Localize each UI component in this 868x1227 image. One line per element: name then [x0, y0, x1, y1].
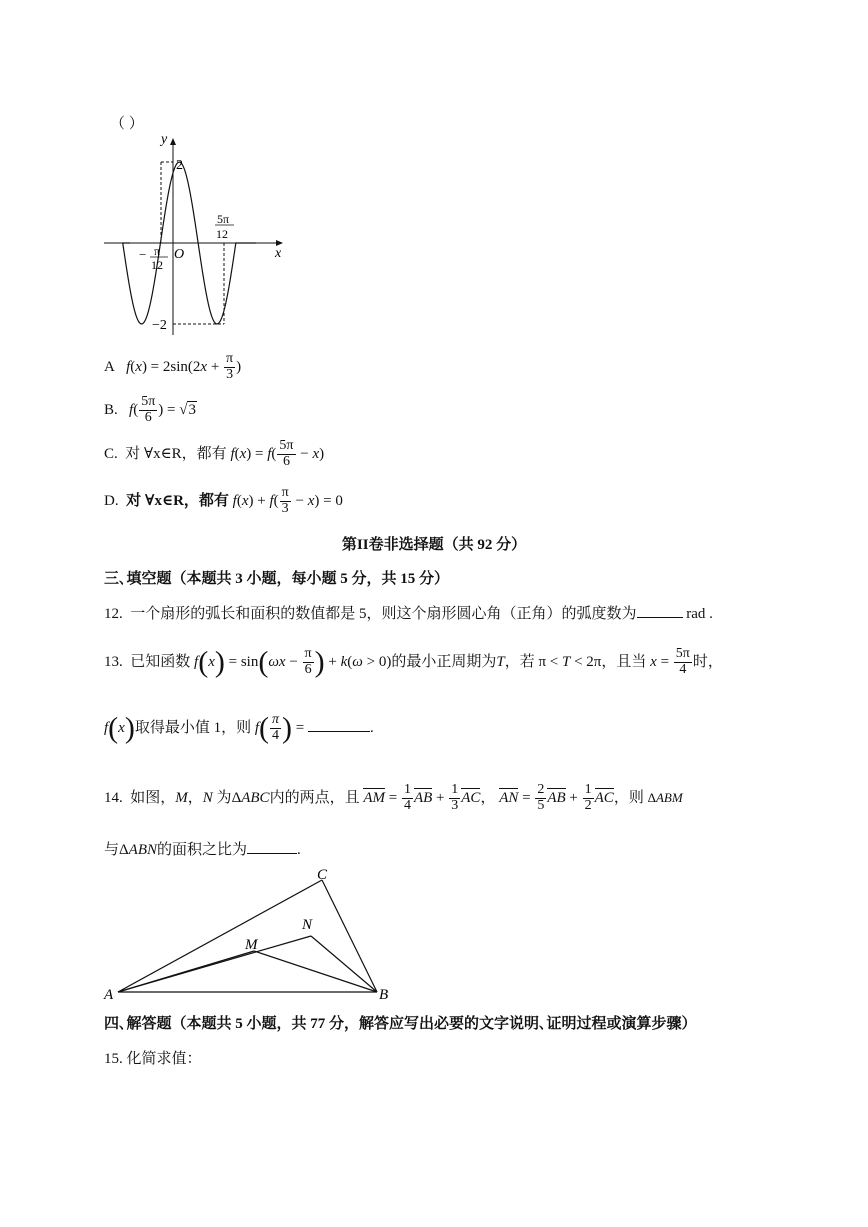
- answer-blank-14[interactable]: [247, 839, 297, 854]
- y-axis-label: y: [161, 135, 168, 147]
- vertex-a: A: [104, 987, 114, 1003]
- option-c[interactable]: C. 对 ∀x∈R，都有 f(x) = f( $\frac{5\pi}{6}$ − x): [104, 438, 325, 470]
- x-left-den: 12: [151, 258, 163, 272]
- answer-blank-12[interactable]: [637, 603, 683, 618]
- vertex-c: C: [317, 867, 328, 883]
- x-right-num: 5π: [217, 212, 230, 226]
- question-12: 12. 一个扇形的弧长和面积的数值都是 5，则这个扇形圆心角（正角）的弧度数为 rad .: [104, 602, 713, 623]
- answer-paren: （ ）: [110, 116, 144, 132]
- svg-text:−: −: [139, 247, 147, 262]
- section-3-title: 三､填空题（本题共 3 小题，每小题 5 分，共 15 分）: [104, 571, 450, 587]
- question-14-line2: 与ΔABN的面积之比为 .: [104, 838, 301, 859]
- point-m: M: [245, 937, 258, 953]
- sine-graph: [98, 135, 293, 340]
- section-2-title: 第II卷非选择题（共 92 分）: [341, 537, 527, 553]
- option-b[interactable]: B. f( $\frac{5\pi}{6}$ ) = √3: [104, 394, 196, 426]
- point-n: N: [302, 917, 313, 933]
- origin-label: O: [174, 247, 185, 262]
- y-max-label: 2: [176, 158, 183, 173]
- triangle-figure: [100, 860, 400, 1005]
- question-13: 13. 已知函数 f(x) = sin(ωx − $\frac{\pi}{6}$ ) + k(ω > 0)的最小正周期为T，若 π < T < 2π，且当 x = $\frac{5\pi}{4}$ 时，: [104, 645, 723, 679]
- question-15: 15. 化简求值：: [104, 1051, 202, 1067]
- x-left-num: π: [154, 244, 161, 258]
- y-min-label: −2: [152, 318, 167, 333]
- option-d[interactable]: D. 对 ∀x∈R，都有 f(x) + f( $\frac{\pi}{3}$ − x) = 0: [104, 485, 343, 517]
- question-14: 14. 如图，M，N 为ΔABC内的两点，且 AM = $\frac{1}{4}$ AB + $\frac{1}{3}$ AC， AN = $\frac{2}{5}$ AB + $\frac{1}{2}$ AC，则 ΔABM: [104, 782, 683, 814]
- option-a[interactable]: A f(x) = 2sin(2x + $\frac{\pi}{3}$ ): [104, 351, 242, 383]
- answer-blank-13[interactable]: [308, 717, 370, 732]
- x-axis-label: x: [275, 246, 282, 261]
- section-4-title: 四､解答题（本题共 5 小题，共 77 分，解答应写出必要的文字说明､证明过程或演算步骤）: [104, 1016, 697, 1032]
- x-right-den: 12: [216, 227, 228, 241]
- question-13-line2: f(x)取得最小值 1，则 f( $\frac{\pi}{4}$ ) = .: [104, 711, 374, 745]
- vertex-b: B: [379, 987, 389, 1003]
